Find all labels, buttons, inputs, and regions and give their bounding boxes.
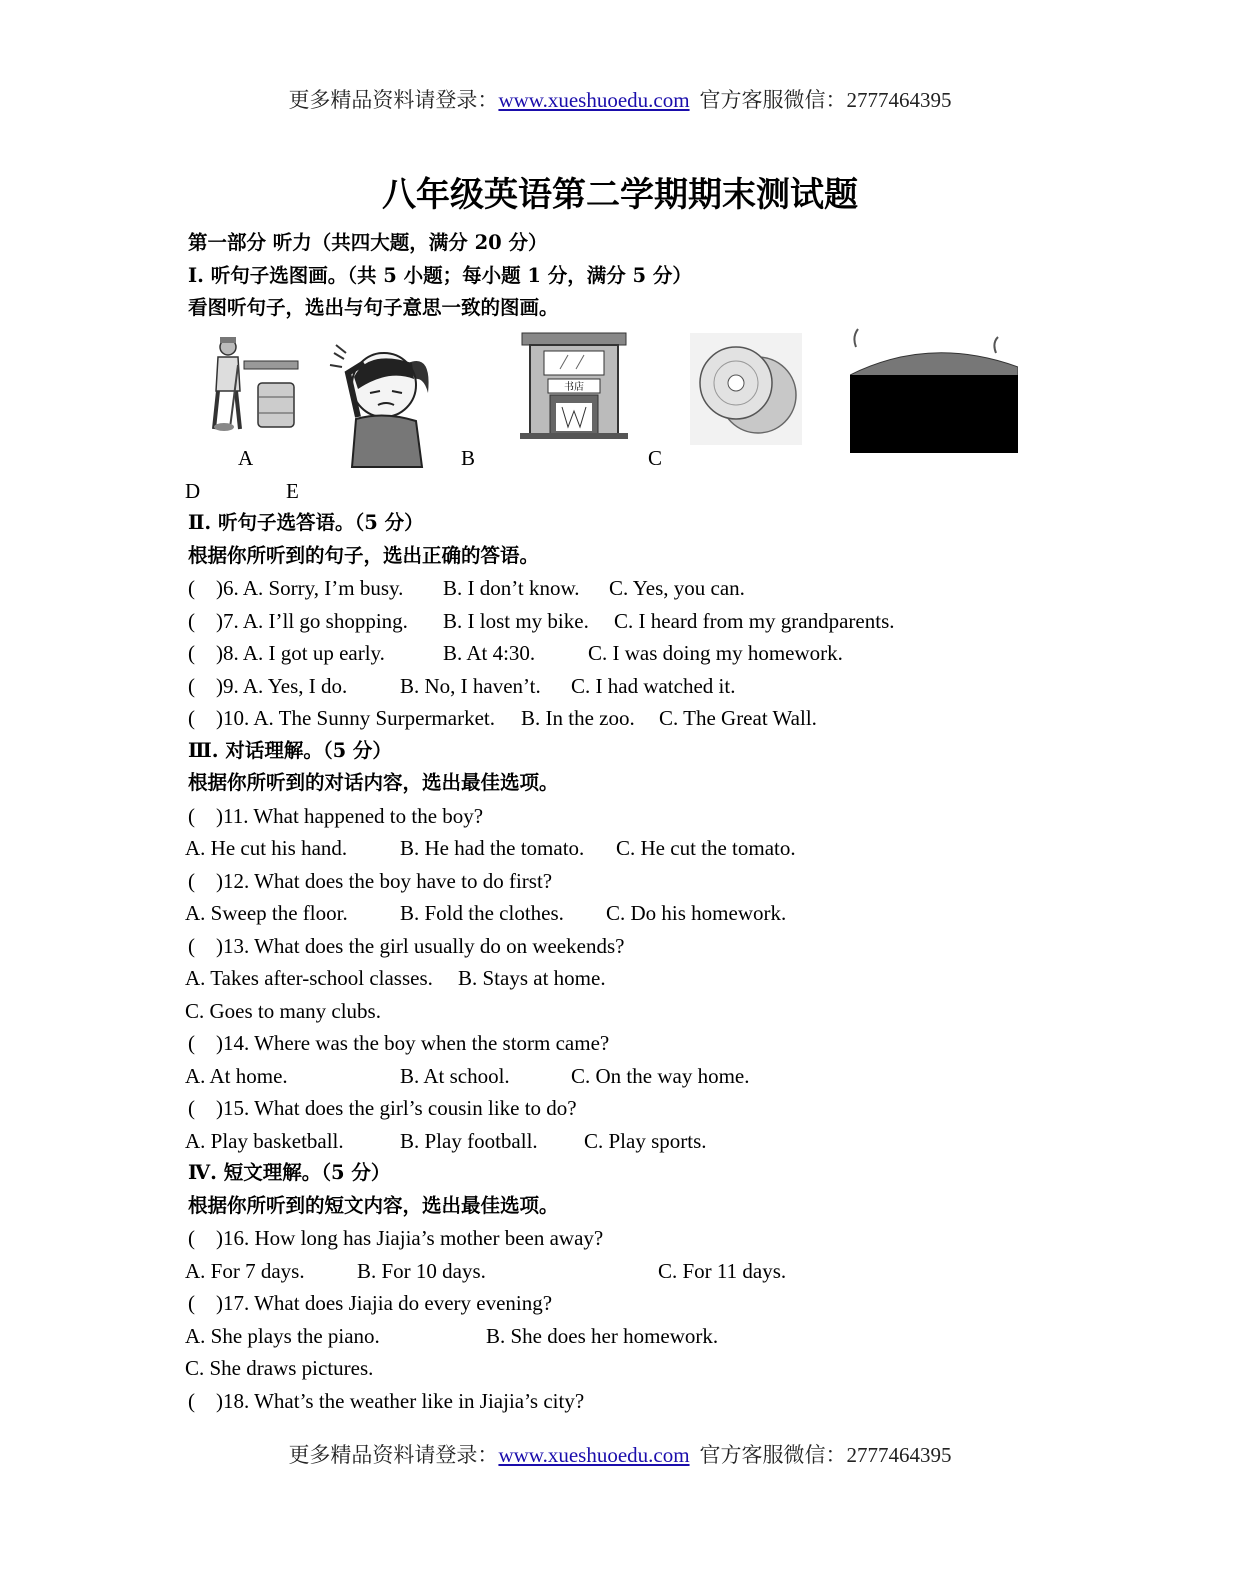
question-17-options-2 xyxy=(185,1352,1088,1385)
question-15-options xyxy=(185,1125,1088,1158)
q8-c: C. I was doing my homework. xyxy=(588,641,843,665)
q13-a: A. Takes after-school classes. xyxy=(185,966,433,990)
picture-label-a: A xyxy=(238,445,254,470)
question-11 xyxy=(188,800,1088,833)
cd-discs-icon xyxy=(690,333,802,445)
question-7 xyxy=(188,605,1088,638)
q6-c: C. Yes, you can. xyxy=(609,576,745,600)
q7-c: C. I heard from my grandparents. xyxy=(614,608,895,633)
answer-blank: ( xyxy=(188,1291,195,1315)
q9-c: C. I had watched it. xyxy=(571,673,736,698)
q16-a: A. For 7 days. xyxy=(185,1258,305,1283)
q16-text: )16. How long has Jiajia’s mother been away? xyxy=(216,1226,604,1250)
sec3-instruction: 根据你所听到的对话内容，选出最佳选项。 xyxy=(188,771,559,794)
header-suffix: 官方客服微信：2777464395 xyxy=(699,88,952,112)
question-16 xyxy=(188,1222,1088,1255)
answer-blank: ( xyxy=(188,576,195,600)
q12-a: A. Sweep the floor. xyxy=(185,901,348,925)
q16-b: B. For 10 days. xyxy=(357,1258,486,1283)
q9-b: B. No, I haven’t. xyxy=(400,673,541,698)
question-14-options xyxy=(185,1060,1088,1093)
bookstore-icon xyxy=(520,329,628,441)
answer-blank: ( xyxy=(188,1388,195,1413)
q17-text: )17. What does Jiajia do every evening? xyxy=(216,1291,553,1315)
q9-a: )9. A. Yes, I do. xyxy=(216,673,348,698)
q14-a: A. At home. xyxy=(185,1063,288,1088)
man-sweeping-icon xyxy=(200,333,300,433)
question-8 xyxy=(188,637,1088,670)
q6-b: B. I don’t know. xyxy=(443,576,580,600)
question-12 xyxy=(188,865,1088,898)
q17-a: A. She plays the piano. xyxy=(185,1323,380,1348)
q7-b: B. I lost my bike. xyxy=(443,608,589,633)
q7-a: )7. A. I’ll go shopping. xyxy=(216,608,408,633)
q11-c: C. He cut the tomato. xyxy=(616,836,796,860)
footer-prefix: 更多精品资料请登录： xyxy=(288,1443,499,1467)
question-13-options xyxy=(185,962,1088,995)
q15-text: )15. What does the girl’s cousin like to do? xyxy=(216,1096,577,1120)
question-9 xyxy=(188,670,1088,703)
picture-label-d: D xyxy=(185,478,201,503)
q8-a: )8. A. I got up early. xyxy=(216,641,385,665)
q6-a: )6. A. Sorry, I’m busy. xyxy=(216,576,404,600)
girl-headache-icon xyxy=(328,333,438,473)
q8-b: B. At 4:30. xyxy=(443,641,536,665)
question-14 xyxy=(188,1027,1088,1060)
q10-c: C. The Great Wall. xyxy=(659,706,817,730)
sec2-instruction: 根据你所听到的句子，选出正确的答语。 xyxy=(188,543,540,567)
q11-a: A. He cut his hand. xyxy=(185,836,348,860)
question-12-options xyxy=(185,897,1088,930)
q14-c: C. On the way home. xyxy=(571,1063,750,1088)
q13-b: B. Stays at home. xyxy=(458,966,606,990)
answer-blank: ( xyxy=(188,706,195,730)
pan-image-icon xyxy=(850,327,1018,453)
sec4-heading: Ⅳ. 短文理解。（5 分） xyxy=(188,1161,391,1184)
picture-label-c: C xyxy=(648,445,663,470)
q15-b: B. Play football. xyxy=(400,1128,538,1153)
answer-blank: ( xyxy=(188,641,195,665)
sec4-instruction: 根据你所听到的短文内容，选出最佳选项。 xyxy=(188,1193,559,1217)
page-title: 八年级英语第二学期期末测试题 xyxy=(382,175,858,215)
sec3-heading: Ⅲ. 对话理解。（5 分） xyxy=(188,738,392,762)
answer-blank: ( xyxy=(188,673,195,698)
q10-b: B. In the zoo. xyxy=(521,706,635,730)
question-13 xyxy=(188,930,1088,963)
sec2-heading: Ⅱ. 听句子选答语。（5 分） xyxy=(188,511,424,534)
answer-blank: ( xyxy=(188,608,195,633)
picture-label-b: B xyxy=(461,445,476,470)
q18-text: )18. What’s the weather like in Jiajia’s city? xyxy=(216,1388,585,1413)
answer-blank: ( xyxy=(188,868,195,893)
q11-b: B. He had the tomato. xyxy=(400,836,585,860)
q16-c: C. For 11 days. xyxy=(658,1258,787,1283)
answer-blank: ( xyxy=(188,1226,195,1250)
question-17-options xyxy=(185,1320,1088,1353)
q12-text: )12. What does the boy have to do first? xyxy=(216,868,553,893)
footer-suffix: 官方客服微信：2777464395 xyxy=(699,1443,952,1467)
q17-c: C. She draws pictures. xyxy=(185,1356,374,1380)
q13-c: C. Goes to many clubs. xyxy=(185,998,381,1023)
q12-b: B. Fold the clothes. xyxy=(400,901,564,925)
part1-heading: 第一部分 听力（共四大题，满分 20 分） xyxy=(188,231,548,254)
page-header xyxy=(0,87,1240,113)
q15-c: C. Play sports. xyxy=(584,1128,707,1153)
question-6 xyxy=(188,572,1088,605)
q14-text: )14. Where was the boy when the storm came? xyxy=(216,1031,610,1055)
q10-a: )10. A. The Sunny Surpermarket. xyxy=(216,706,495,730)
question-13-options-2 xyxy=(185,995,1088,1028)
header-link[interactable]: www.xueshuoedu.com xyxy=(498,88,690,112)
question-16-options xyxy=(185,1255,1088,1288)
question-18 xyxy=(188,1385,1088,1418)
q11-text: )11. What happened to the boy? xyxy=(216,803,484,828)
q15-a: A. Play basketball. xyxy=(185,1128,344,1153)
question-11-options xyxy=(185,832,1088,865)
picture-row xyxy=(188,325,1088,475)
question-15 xyxy=(188,1092,1088,1125)
sec1-heading: Ⅰ. 听句子选图画。（共 5 小题；每小题 1 分，满分 5 分） xyxy=(188,263,692,287)
footer-link[interactable]: www.xueshuoedu.com xyxy=(498,1443,690,1467)
answer-blank: ( xyxy=(188,1031,195,1055)
answer-blank: ( xyxy=(188,803,195,828)
answer-blank: ( xyxy=(188,933,195,958)
page-footer xyxy=(0,1442,1240,1468)
shop-sign-text: 书店 xyxy=(564,381,584,393)
question-17 xyxy=(188,1287,1088,1320)
picture-labels-row2 xyxy=(185,475,1088,508)
answer-blank: ( xyxy=(188,1096,195,1120)
question-10 xyxy=(188,702,1088,735)
picture-label-e: E xyxy=(286,478,299,503)
q17-b: B. She does her homework. xyxy=(486,1323,719,1348)
q14-b: B. At school. xyxy=(400,1063,510,1088)
sec1-instruction: 看图听句子，选出与句子意思一致的图画。 xyxy=(188,296,559,319)
header-prefix: 更多精品资料请登录： xyxy=(288,88,499,112)
q13-text: )13. What does the girl usually do on weekends? xyxy=(216,933,625,958)
exam-content xyxy=(185,227,1088,1417)
q12-c: C. Do his homework. xyxy=(606,901,787,925)
